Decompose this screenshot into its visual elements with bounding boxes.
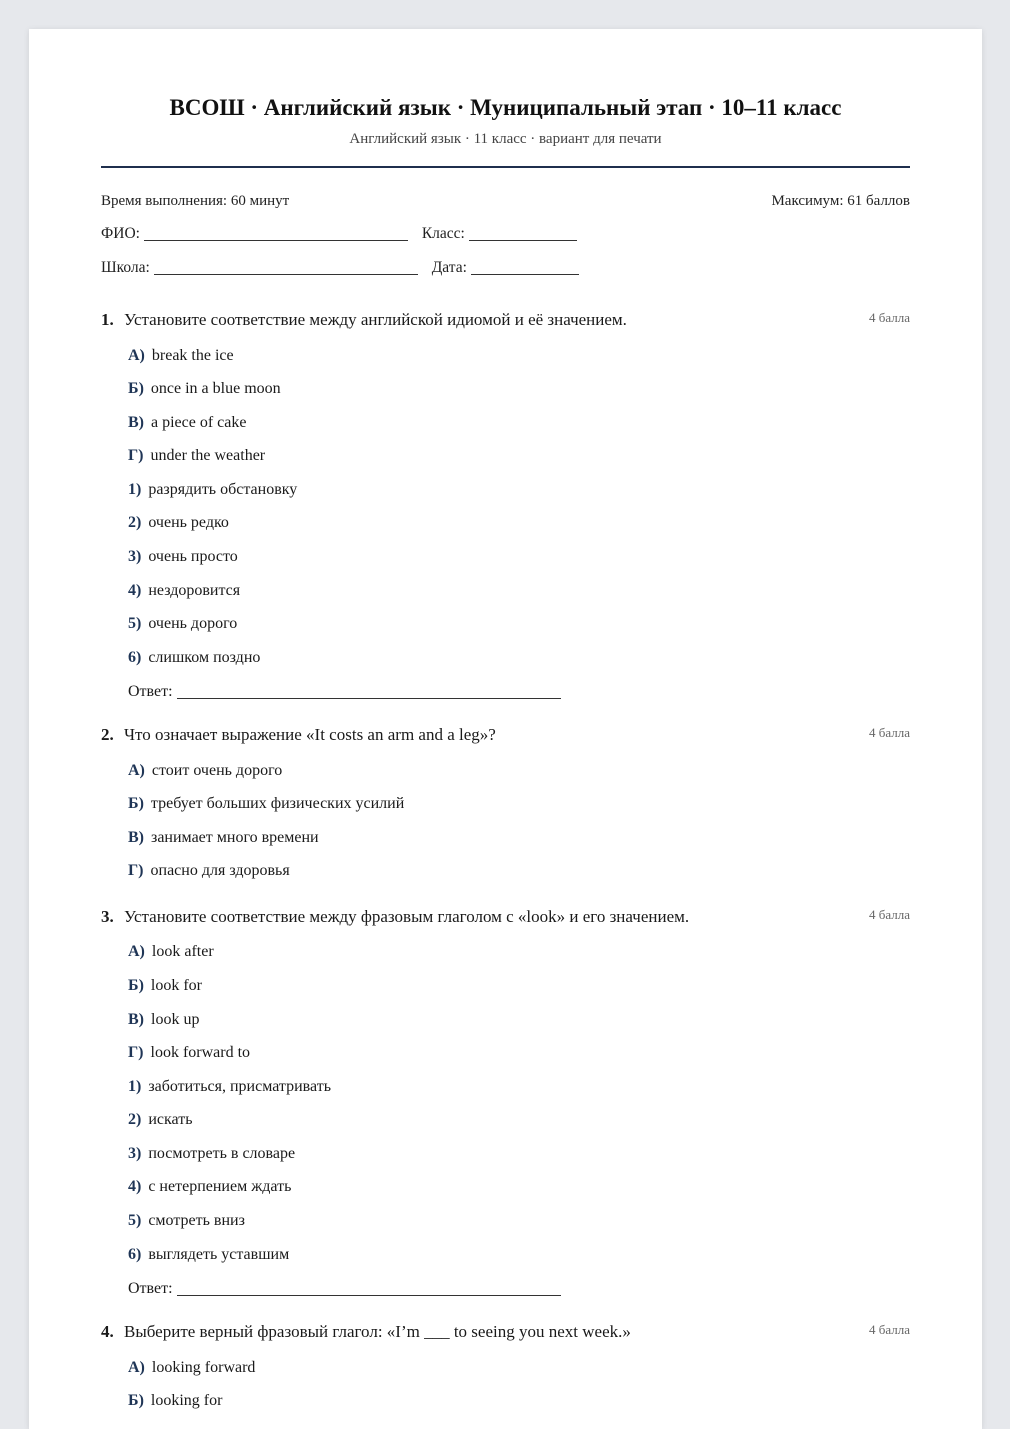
page-title: ВСОШ · Английский язык · Муниципальный этап · 10–11 класс	[169, 95, 842, 120]
question-points: 4 балла	[869, 725, 910, 740]
answer-row	[128, 683, 561, 701]
option-label: 4)	[128, 582, 142, 599]
question-text: Установите соответствие между фразовым глаголом с «look» и его значением.	[124, 907, 690, 926]
question-3-header	[101, 907, 910, 931]
question-text: Установите соответствие между английской идиомой и её значением.	[124, 310, 627, 329]
question-text: Выберите верный фразовый глагол: «I’m ___ to seeing you next week.»	[124, 1322, 631, 1341]
option-label: 1)	[128, 481, 142, 498]
option-text: очень дорого	[148, 615, 238, 632]
option-item	[128, 380, 281, 398]
answer-line[interactable]	[177, 698, 561, 699]
fio-line[interactable]	[144, 240, 408, 241]
option-label: 4)	[128, 1178, 142, 1195]
option-text: занимает много времени	[151, 829, 319, 846]
meta-row	[101, 193, 910, 210]
option-item	[128, 481, 297, 499]
option-item	[128, 977, 202, 995]
option-label: 3)	[128, 1145, 142, 1162]
option-item	[128, 829, 319, 847]
option-label: Г)	[128, 447, 144, 464]
option-label: Г)	[128, 862, 144, 879]
option-item	[128, 1145, 295, 1163]
option-text: looking for	[150, 1392, 223, 1409]
option-item	[128, 1044, 250, 1062]
option-label: 6)	[128, 1246, 142, 1263]
option-text: очень просто	[148, 548, 238, 565]
option-label: 1)	[128, 1078, 142, 1095]
answer-label: Ответ:	[128, 1280, 173, 1297]
school-label: Школа:	[101, 259, 150, 276]
option-item	[128, 414, 246, 432]
option-label: В)	[128, 829, 144, 846]
option-text: break the ice	[151, 347, 234, 364]
option-text: опасно для здоровья	[150, 862, 290, 879]
option-text: look forward to	[150, 1044, 251, 1061]
date-label: Дата:	[431, 259, 467, 276]
option-text: looking forward	[151, 1359, 256, 1376]
fio-row	[101, 225, 577, 243]
option-label: А)	[128, 943, 145, 960]
answer-row	[128, 1280, 561, 1298]
option-text: нездоровится	[148, 582, 241, 599]
option-item	[128, 1246, 289, 1264]
option-item	[128, 762, 282, 780]
option-item	[128, 795, 404, 813]
question-number: 3.	[101, 907, 114, 926]
page-subtitle: Английский язык · 11 класс · вариант для печати	[349, 131, 662, 147]
option-text: требует больших физических усилий	[150, 795, 405, 812]
option-text: очень редко	[148, 514, 229, 531]
option-text: look after	[151, 943, 214, 960]
option-item	[128, 1111, 193, 1129]
fio-label: ФИО:	[101, 225, 140, 242]
option-item	[128, 615, 237, 633]
question-number: 2.	[101, 725, 114, 744]
option-text: стоит очень дорого	[151, 762, 283, 779]
option-text: выглядеть уставшим	[148, 1246, 290, 1263]
option-text: посмотреть в словаре	[148, 1145, 296, 1162]
option-item	[128, 1011, 199, 1029]
option-text: look for	[150, 977, 203, 994]
option-label: Г)	[128, 1044, 144, 1061]
option-item	[128, 514, 229, 532]
option-label: В)	[128, 414, 144, 431]
class-label: Класс:	[421, 225, 465, 242]
option-text: a piece of cake	[151, 414, 247, 431]
option-item	[128, 1212, 245, 1230]
option-label: А)	[128, 1359, 145, 1376]
option-label: А)	[128, 762, 145, 779]
question-points: 4 балла	[869, 310, 910, 325]
option-item	[128, 548, 238, 566]
option-item	[128, 347, 234, 365]
header-divider	[101, 166, 910, 168]
option-text: слишком поздно	[148, 649, 261, 666]
option-label: А)	[128, 347, 145, 364]
option-label: 5)	[128, 1212, 142, 1229]
option-label: Б)	[128, 977, 144, 994]
answer-line[interactable]	[177, 1295, 561, 1296]
class-line[interactable]	[469, 240, 577, 241]
option-label: 3)	[128, 548, 142, 565]
option-label: 5)	[128, 615, 142, 632]
option-item	[128, 649, 260, 667]
option-text: under the weather	[150, 447, 266, 464]
date-line[interactable]	[471, 274, 579, 275]
question-4-header	[101, 1322, 910, 1346]
question-number: 1.	[101, 310, 114, 329]
option-label: Б)	[128, 795, 144, 812]
option-text: look up	[151, 1011, 200, 1028]
question-1-header	[101, 310, 910, 334]
option-text: once in a blue moon	[150, 380, 281, 397]
max-score: Максимум: 61 баллов	[771, 193, 910, 209]
school-row	[101, 259, 579, 277]
option-label: Б)	[128, 380, 144, 397]
option-text: смотреть вниз	[148, 1212, 245, 1229]
option-text: разрядить обстановку	[148, 481, 298, 498]
question-number: 4.	[101, 1322, 114, 1341]
option-item	[128, 582, 240, 600]
option-label: В)	[128, 1011, 144, 1028]
option-item	[128, 1359, 255, 1377]
question-points: 4 балла	[869, 1322, 910, 1337]
school-line[interactable]	[154, 274, 418, 275]
option-label: 2)	[128, 1111, 142, 1128]
option-label: Б)	[128, 1392, 144, 1409]
question-2-header	[101, 725, 910, 749]
option-label: 6)	[128, 649, 142, 666]
option-text: с нетерпением ждать	[148, 1178, 292, 1195]
option-item	[128, 1078, 331, 1096]
option-item	[128, 862, 290, 880]
question-points: 4 балла	[869, 907, 910, 922]
exam-sheet	[29, 29, 982, 1429]
option-label: 2)	[128, 514, 142, 531]
option-item	[128, 1178, 291, 1196]
option-item	[128, 943, 214, 961]
question-text: Что означает выражение «It costs an arm and a leg»?	[124, 725, 496, 744]
option-item	[128, 447, 265, 465]
answer-label: Ответ:	[128, 683, 173, 700]
option-text: заботиться, присматривать	[148, 1078, 331, 1095]
option-text: искать	[148, 1111, 193, 1128]
time-limit: Время выполнения: 60 минут	[101, 193, 290, 209]
option-item	[128, 1392, 222, 1410]
